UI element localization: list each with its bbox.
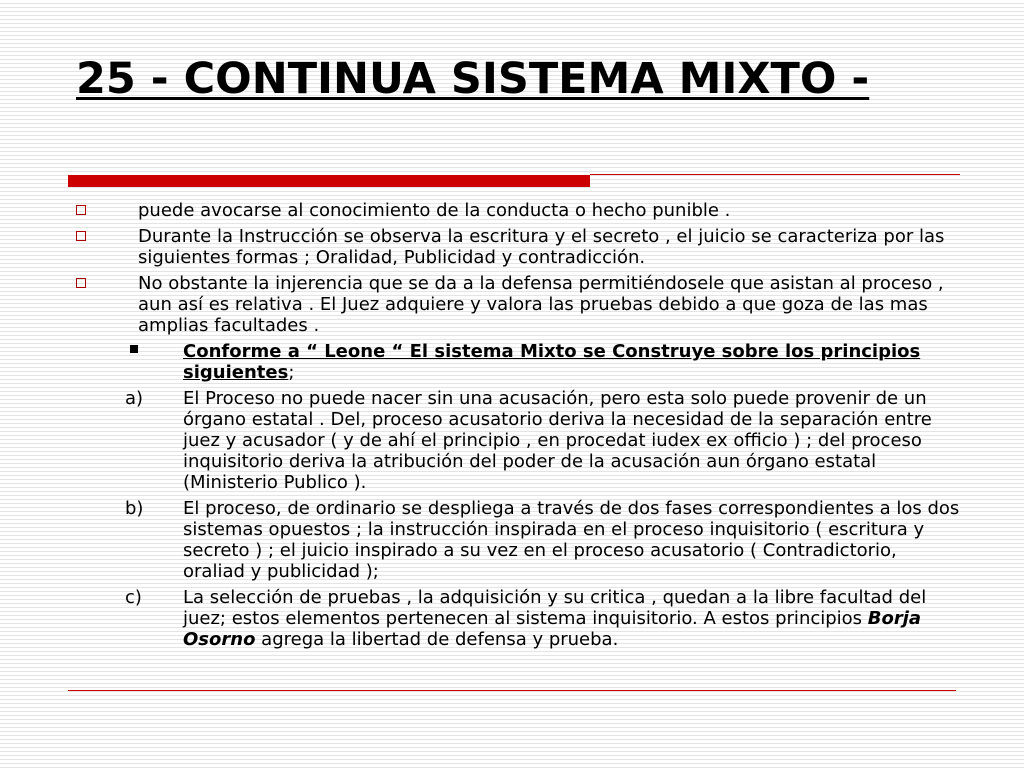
filled-square-bullet-icon [130,345,138,353]
item-text [183,587,926,650]
item-text: El Proceso no puede nacer sin una acusación, pero esta solo puede provenir de un órgano estatal . Del, proceso acusatorio deriva la necesidad de la separación entre juez y acusador ( y de ahí el principio , en procedat iudex ex officio ) ; del proceso inquisitorio deriva la atribución del poder de la acusación aun órgano estatal (Ministerio Publico ). [183,388,932,493]
lettered-item [0,388,963,493]
slide-body [0,200,1024,655]
subheading-text: Conforme a “ Leone “ El sistema Mixto se Construye sobre los principios siguientes [183,341,921,383]
slide-title: 25 - CONTINUA SISTEMA MIXTO - [76,54,870,104]
title-divider-thick [68,175,590,187]
square-bullet-icon [76,205,86,215]
bullet-text: No obstante la injerencia que se da a la defensa permitiéndosele que asistan al proceso , aun así es relativa . El Juez adquiere y valora las pruebas debido a que goza de las mas amplias facultades . [138,273,944,336]
square-bullet-icon [76,278,86,288]
bullet-text: puede avocarse al conocimiento de la conducta o hecho punible . [138,200,731,221]
lettered-item [0,587,963,650]
subheading-suffix: ; [288,362,295,383]
item-text: El proceso, de ordinario se despliega a través de dos fases correspondientes a los dos sistemas opuestos ; la instrucción inspirada en el proceso inquisitorio ( escritura y secreto ) ; el juicio inspirado a su vez en el proceso acusatorio ( Contradictorio, oraliad y publicidad ); [183,498,960,582]
item-text-before: La selección de pruebas , la adquisición y su critica , quedan a la libre facultad del juez; estos elementos pertenecen al sistema inquisitorio. A estos principios [183,587,927,629]
item-marker: c) [125,587,142,608]
square-bullet-icon [76,231,86,241]
footer-divider [68,690,956,691]
item-text-after: agrega la libertad de defensa y prueba. [255,629,619,650]
bullet-text: Durante la Instrucción se observa la escritura y el secreto , el juicio se caracteriza por las siguientes formas ; Oralidad, Publicidad y contradicción. [138,226,945,268]
item-marker: b) [125,498,144,519]
item-marker: a) [125,388,144,409]
bullet-item [0,226,960,268]
author-name: Borja Osorno [183,608,922,650]
subheading-item [0,341,963,383]
title-divider-thin [590,174,960,175]
lettered-item [0,498,963,582]
bullet-item [0,273,960,336]
bullet-item [0,200,960,221]
